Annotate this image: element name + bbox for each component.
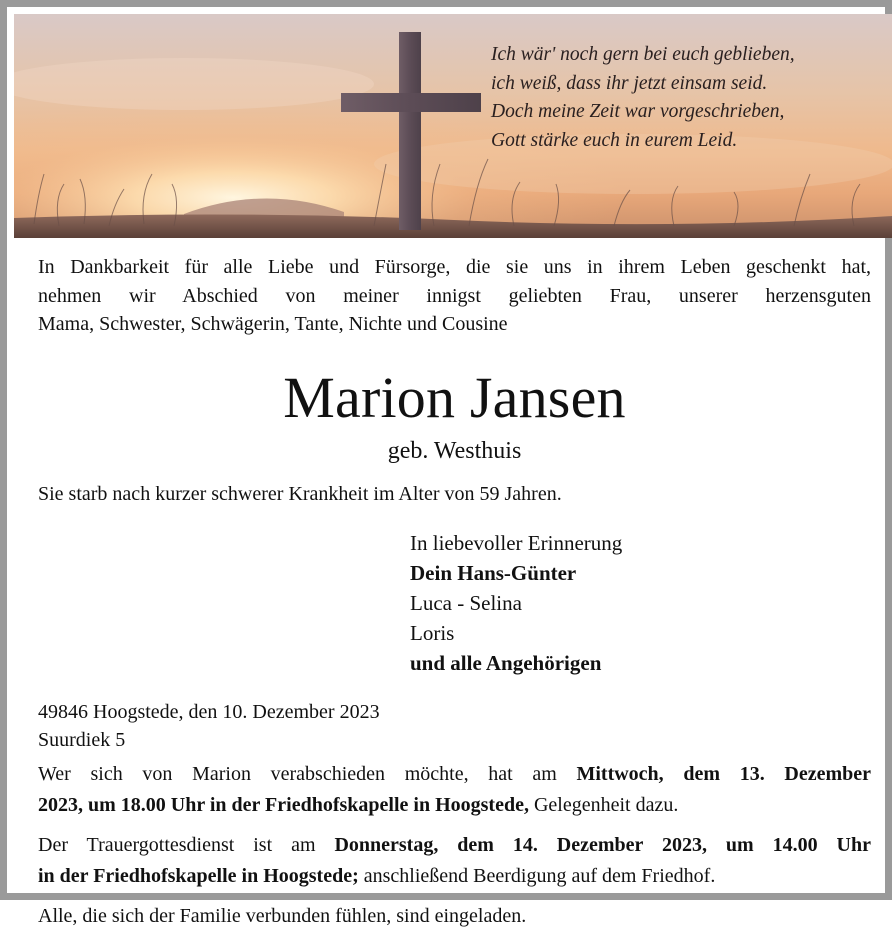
- service-paragraph: [38, 830, 871, 893]
- poem-verse: [491, 41, 881, 155]
- poem-line: Gott stärke euch in eurem Leid.: [491, 127, 881, 156]
- farewell-date: Mittwoch, dem 13. Dezember: [576, 763, 871, 785]
- farewell-line: [38, 790, 871, 822]
- street-address: Suurdiek 5: [38, 726, 871, 754]
- signoff-children: Luca - Selina: [410, 588, 871, 618]
- deceased-name: Marion Jansen: [38, 367, 871, 429]
- service-text: Der Trauergottesdienst ist am: [38, 834, 334, 856]
- service-date: Donnerstag, dem 14. Dezember 2023, um 14.00 Uhr: [334, 834, 871, 856]
- intro-paragraph: [38, 253, 871, 339]
- poem-line: Doch meine Zeit war vorgeschrieben,: [491, 98, 881, 127]
- poem-line: Ich wär' noch gern bei euch geblieben,: [491, 41, 881, 70]
- place-date: 49846 Hoogstede, den 10. Dezember 2023: [38, 698, 871, 726]
- farewell-paragraph: [38, 759, 871, 822]
- poem-line: ich weiß, dass ihr jetzt einsam seid.: [491, 70, 881, 99]
- farewell-text: Gelegenheit dazu.: [529, 794, 678, 816]
- death-note: Sie starb nach kurzer schwerer Krankheit im Alter von 59 Jahren.: [38, 480, 871, 508]
- obituary-body: [38, 253, 871, 932]
- farewell-line: [38, 759, 871, 791]
- signoff-child: Loris: [410, 618, 871, 648]
- intro-line: In Dankbarkeit für alle Liebe und Fürsorge, die sie uns in ihrem Leben geschenkt hat,: [38, 253, 871, 282]
- signoff-relatives: und alle Angehörigen: [410, 648, 871, 678]
- mourners-block: [410, 528, 871, 678]
- signoff-intro: In liebevoller Erinnerung: [410, 528, 871, 558]
- address-block: [38, 698, 871, 754]
- intro-line: Mama, Schwester, Schwägerin, Tante, Nichte und Cousine: [38, 310, 871, 339]
- farewell-text: Wer sich von Marion verabschieden möchte, hat am: [38, 763, 576, 785]
- service-text: anschließend Beerdigung auf dem Friedhof.: [359, 865, 716, 887]
- farewell-time-place: 2023, um 18.00 Uhr in der Friedhofskapelle in Hoogstede,: [38, 794, 529, 816]
- service-place: in der Friedhofskapelle in Hoogstede;: [38, 865, 359, 887]
- intro-line: nehmen wir Abschied von meiner innigst geliebten Frau, unserer herzensguten: [38, 282, 871, 311]
- maiden-name: geb. Westhuis: [38, 437, 871, 465]
- signoff-husband: Dein Hans-Günter: [410, 558, 871, 588]
- invitation-text: Alle, die sich der Familie verbunden fühlen, sind eingeladen.: [38, 901, 871, 932]
- service-line: [38, 830, 871, 862]
- service-line: [38, 861, 871, 893]
